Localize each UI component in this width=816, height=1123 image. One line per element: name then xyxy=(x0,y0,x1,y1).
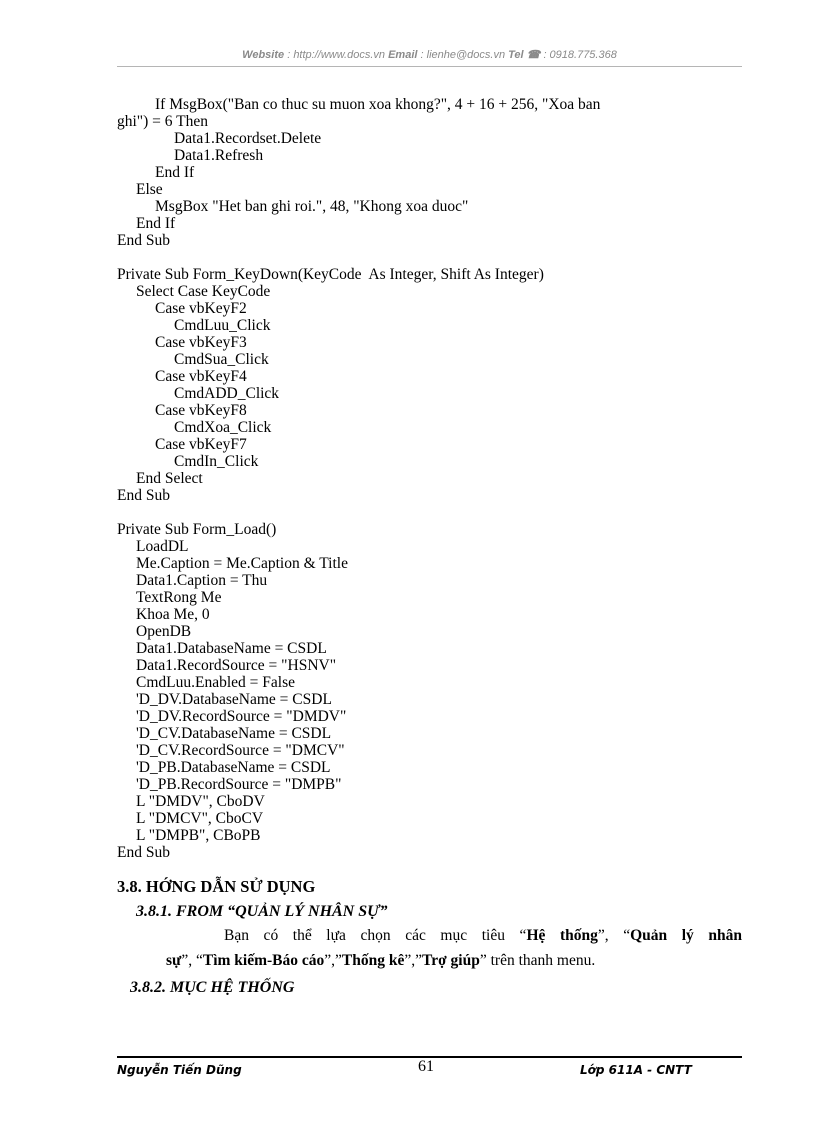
email-value: : lienhe@docs.vn xyxy=(420,49,506,61)
code-line: CmdADD_Click xyxy=(174,385,280,402)
page-header xyxy=(117,48,742,61)
footer-author: Nguyễn Tiến Dũng xyxy=(117,1063,242,1077)
code-line: Data1.DatabaseName = CSDL xyxy=(136,640,327,657)
code-line: ghi") = 6 Then xyxy=(117,113,208,130)
code-line: MsgBox "Het ban ghi roi.", 48, "Khong xoa duoc" xyxy=(155,198,469,215)
header-rule xyxy=(117,66,742,67)
term-quan-ly-nhan-su: Quản lý nhân xyxy=(630,927,743,944)
code-line: L "DMCV", CboCV xyxy=(136,810,264,827)
code-line: End Sub xyxy=(117,844,170,861)
code-line: Select Case KeyCode xyxy=(136,283,271,300)
code-line: L "DMDV", CboDV xyxy=(136,793,265,810)
tel-label: Tel ☎ xyxy=(508,49,541,61)
code-line: Case vbKeyF8 xyxy=(155,402,247,419)
section-heading-3-8: 3.8. HỚNG DẪN SỬ DỤNG xyxy=(117,877,316,896)
code-line: L "DMPB", CBoPB xyxy=(136,827,261,844)
code-line: OpenDB xyxy=(136,623,192,640)
term-tim-kiem-bao-cao: Tìm kiếm-Báo cáo xyxy=(202,952,325,969)
code-line: Case vbKeyF3 xyxy=(155,334,247,351)
code-line: 'D_DV.DatabaseName = CSDL xyxy=(136,691,332,708)
code-line: CmdIn_Click xyxy=(174,453,259,470)
email-label: Email xyxy=(388,49,418,61)
paragraph-text: ” trên thanh menu. xyxy=(479,952,596,969)
term-he-thong: Hệ thống xyxy=(526,927,598,944)
paragraph-text: Bạn có thể lựa chọn các mục tiêu “ xyxy=(224,927,527,944)
code-line: CmdLuu_Click xyxy=(174,317,271,334)
tel-value: : 0918.775.368 xyxy=(543,49,617,61)
paragraph-line-2 xyxy=(166,952,595,970)
code-line: Case vbKeyF2 xyxy=(155,300,247,317)
term-tro-giup: Trợ giúp xyxy=(422,952,480,969)
code-line: End If xyxy=(155,164,195,181)
code-line: CmdSua_Click xyxy=(174,351,269,368)
page-number: 61 xyxy=(418,1058,434,1075)
code-line: End Sub xyxy=(117,232,170,249)
code-line: TextRong Me xyxy=(136,589,222,606)
term-su: sự xyxy=(166,952,182,969)
paragraph-text: ”,” xyxy=(404,952,423,969)
code-line: Case vbKeyF7 xyxy=(155,436,247,453)
code-line: 'D_PB.DatabaseName = CSDL xyxy=(136,759,331,776)
code-line: 'D_CV.DatabaseName = CSDL xyxy=(136,725,332,742)
code-line: Data1.Caption = Thu xyxy=(136,572,268,589)
code-blank-line xyxy=(117,504,757,521)
code-line: Khoa Me, 0 xyxy=(136,606,210,623)
footer-class: Lớp 611A - CNTT xyxy=(580,1063,692,1077)
paragraph-text: ”, “ xyxy=(181,952,203,969)
paragraph-line-1 xyxy=(224,927,742,945)
website-label: Website xyxy=(242,49,285,61)
section-heading-3-8-2: 3.8.2. MỤC HỆ THỐNG xyxy=(130,979,295,996)
code-line: 'D_CV.RecordSource = "DMCV" xyxy=(136,742,345,759)
code-line: End If xyxy=(136,215,176,232)
code-line: Data1.Recordset.Delete xyxy=(174,130,322,147)
code-line: Else xyxy=(136,181,163,198)
code-line: Data1.Refresh xyxy=(174,147,264,164)
code-line: CmdXoa_Click xyxy=(174,419,272,436)
code-line: Private Sub Form_Load() xyxy=(117,521,277,538)
code-line: End Sub xyxy=(117,487,170,504)
code-line: If MsgBox("Ban co thuc su muon xoa khong?", 4 + 16 + 256, "Xoa ban xyxy=(155,96,601,113)
code-line: LoadDL xyxy=(136,538,189,555)
code-line: CmdLuu.Enabled = False xyxy=(136,674,295,691)
code-line: Me.Caption = Me.Caption & Title xyxy=(136,555,348,572)
code-blank-line xyxy=(117,249,757,266)
paragraph-text: ”,” xyxy=(324,952,342,969)
code-line: 'D_DV.RecordSource = "DMDV" xyxy=(136,708,347,725)
term-thong-ke: Thống kê xyxy=(341,952,405,969)
section-heading-3-8-1: 3.8.1. FROM “QUẢN LÝ NHÂN SỰ” xyxy=(136,903,388,920)
paragraph-text: ”, “ xyxy=(597,927,631,944)
code-line: 'D_PB.RecordSource = "DMPB" xyxy=(136,776,342,793)
code-line: Data1.RecordSource = "HSNV" xyxy=(136,657,337,674)
code-line: Private Sub Form_KeyDown(KeyCode As Integer, Shift As Integer) xyxy=(117,266,544,283)
code-listing xyxy=(117,96,757,861)
code-line: Case vbKeyF4 xyxy=(155,368,247,385)
website-value: : http://www.docs.vn xyxy=(287,49,386,61)
code-line: End Select xyxy=(136,470,203,487)
